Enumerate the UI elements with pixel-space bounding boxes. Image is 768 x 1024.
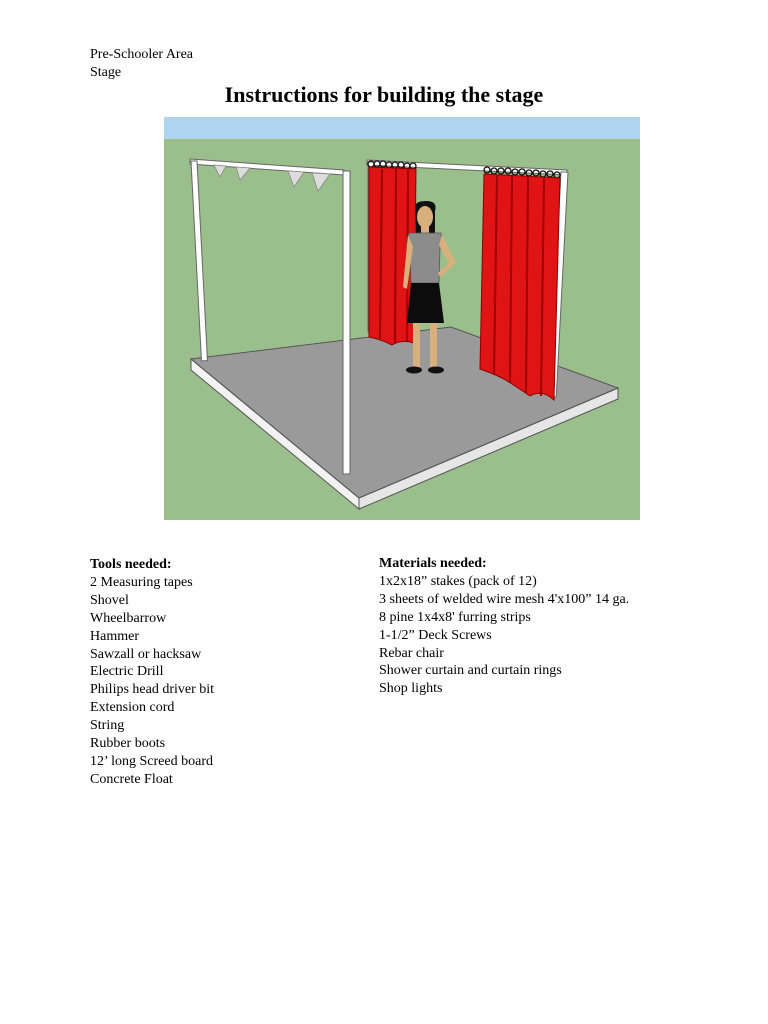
- list-item: 8 pine 1x4x8' furring strips: [379, 609, 531, 625]
- list-item: 3 sheets of welded wire mesh 4'x100” 14 ga.: [379, 591, 630, 607]
- list-item: String: [90, 718, 125, 734]
- list-item: 1x2x18” stakes (pack of 12): [379, 573, 537, 589]
- tools-section: [90, 556, 214, 789]
- list-item: Shower curtain and curtain rings: [379, 663, 562, 679]
- materials-section: [379, 555, 629, 698]
- list-item: Extension cord: [90, 700, 175, 716]
- list-item: 1-1/2” Deck Screws: [379, 627, 492, 643]
- header: [90, 46, 193, 82]
- list-item: Concrete Float: [90, 771, 173, 787]
- right-curtain: [480, 174, 560, 400]
- sky: [164, 117, 640, 139]
- list-item: Sawzall or hacksaw: [90, 646, 202, 662]
- list-item: Hammer: [90, 628, 139, 644]
- materials-heading: Materials needed:: [379, 556, 487, 571]
- list-item: Rebar chair: [379, 645, 444, 661]
- materials-list: [379, 573, 629, 698]
- section-label: Stage: [90, 65, 122, 80]
- list-item: Shovel: [90, 592, 129, 608]
- list-item: Electric Drill: [90, 664, 164, 680]
- list-item: 12’ long Screed board: [90, 753, 213, 769]
- list-item: Shop lights: [379, 681, 443, 697]
- tools-list: [90, 574, 214, 789]
- list-item: 2 Measuring tapes: [90, 574, 193, 590]
- area-label: Pre-Schooler Area: [90, 47, 194, 62]
- list-item: Wheelbarrow: [90, 610, 167, 626]
- list-item: Rubber boots: [90, 736, 166, 752]
- tools-heading: Tools needed:: [90, 557, 172, 572]
- stage-illustration: [164, 117, 640, 520]
- list-item: Philips head driver bit: [90, 682, 215, 698]
- page-title: Instructions for building the stage: [224, 82, 544, 107]
